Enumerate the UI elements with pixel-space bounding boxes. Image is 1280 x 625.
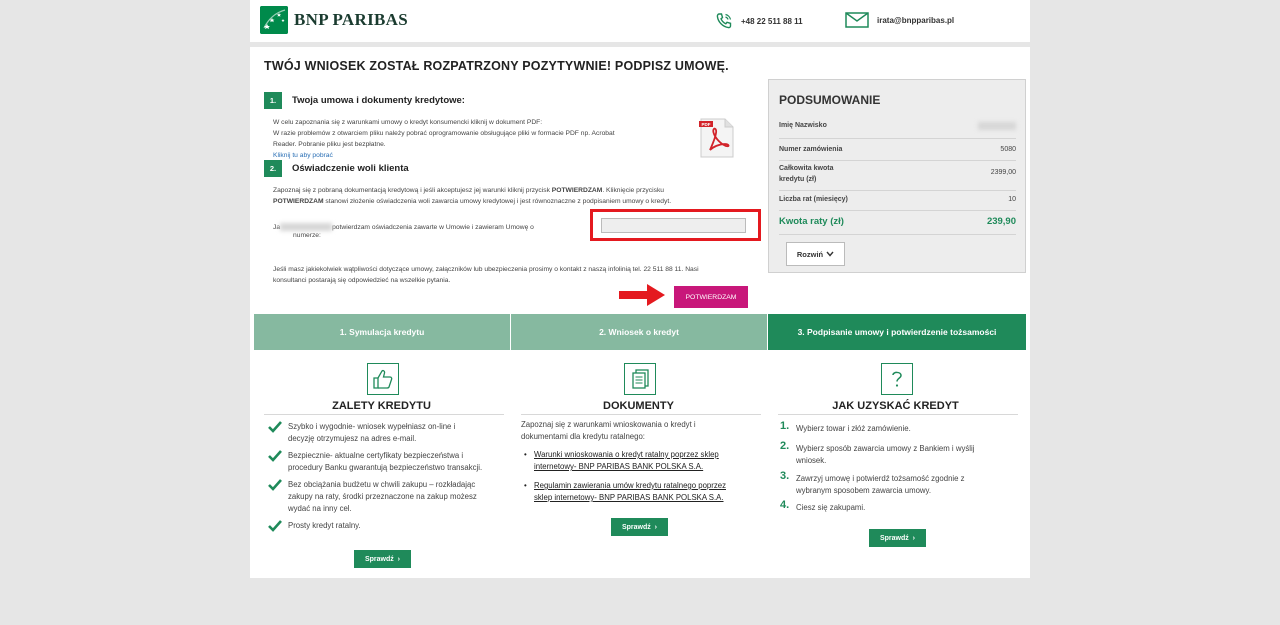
section1-line2: W razie problemów z otwarciem pliku należy pobrać oprogramowanie obsługujące pliki w formacie PDF np. Acrobat: [273, 130, 615, 137]
check-documents-button[interactable]: Sprawdź ›: [611, 518, 668, 536]
section1-line1: W celu zapoznania się z warunkami umowy o kredyt konsumencki kliknij w dokument PDF:: [273, 119, 543, 126]
signature-highlight-frame: [590, 209, 761, 241]
how-to-step: 1. Wybierz towar i złóż zamówienie.: [780, 420, 911, 433]
summary-row-installment-amount: Kwota raty (zł) 239,90: [779, 211, 1016, 235]
red-arrow-icon: [619, 284, 667, 306]
page-title: TWÓJ WNIOSEK ZOSTAŁ ROZPATRZONY POZYTYWNIE! PODPISZ UMOWĘ.: [264, 59, 729, 73]
section1-title: Twoja umowa i dokumenty kredytowe:: [292, 95, 465, 106]
how-to-title: JAK UZYSKAĆ KREDYT: [832, 400, 959, 412]
envelope-icon: [845, 12, 869, 28]
download-link[interactable]: Kliknij tu aby pobrać: [273, 152, 333, 159]
documents-title: DOKUMENTY: [603, 400, 674, 412]
documents-icon: [624, 363, 656, 395]
summary-row-amount: Całkowita kwota kredytu (zł) 2399,00: [779, 161, 1016, 191]
agreement-number-field[interactable]: [601, 218, 746, 233]
how-to-step: 2. Wybierz sposób zawarcia umowy z Bankiem i wyślij wniosek.: [780, 440, 975, 465]
section1-text: [273, 117, 615, 161]
main-content: [250, 47, 1030, 578]
phone-contact[interactable]: [715, 12, 803, 30]
confirm-button[interactable]: POTWIERDZAM: [674, 286, 748, 308]
checkmark-icon: [268, 421, 282, 433]
step-signing: 3. Podpisanie umowy i potwierdzenie tożsamości: [768, 314, 1026, 350]
benefit-item: Bez obciążania budżetu w chwili zakupu – rozkładając zakupy na raty, środki przeznaczone na zakup możesz wydać na inny cel.: [268, 479, 477, 515]
thumbs-up-icon: [367, 363, 399, 395]
declaration-text: Ja potwierdzam oświadczenia zawarte w Umowie i zawieram Umowę o numerze:: [273, 224, 534, 239]
blurred-name: [280, 223, 332, 231]
documents-column: [511, 361, 766, 571]
step-simulation: 1. Symulacja kredytu: [254, 314, 511, 350]
section2-line2: POTWIERDZAM stanowi złożenie oświadczenia woli zawarcia umowy kredytowej i jest równoznaczne z podpisaniem umowy o kredyt.: [273, 198, 672, 205]
expand-label: Rozwiń: [796, 249, 824, 259]
divider: [264, 414, 504, 415]
document-link-conditions[interactable]: • Warunki wnioskowania o kredyt ratalny poprzez sklep internetowy- BNP PARIBAS BANK POLSKA S.A.: [524, 450, 719, 471]
summary-title: PODSUMOWANIE: [779, 93, 881, 107]
email-contact[interactable]: [845, 12, 954, 28]
summary-row-name: Imię Nazwisko: [779, 117, 1016, 139]
benefit-item: Szybko i wygodnie- wniosek wypełniasz on-line i decyzję otrzymujesz na adres e-mail.: [268, 421, 455, 445]
checkmark-icon: [268, 479, 282, 491]
question-mark-icon: [881, 363, 913, 395]
progress-steps: [254, 314, 1026, 350]
documents-intro: Zapoznaj się z warunkami wnioskowania o kredyt i dokumentami dla kredytu ratalnego:: [521, 420, 696, 441]
step-application: 2. Wniosek o kredyt: [511, 314, 768, 350]
email-address: irata@bnpparibas.pl: [877, 15, 955, 25]
how-to-column: [768, 361, 1023, 571]
benefits-column: [254, 361, 509, 571]
divider: [778, 414, 1018, 415]
section2-line1: Zapoznaj się z pobraną dokumentacją kredytową i jeśli akceptujesz jej warunki kliknij przycisk POTWIERDZAM. Kliknięcie przycisku: [273, 187, 665, 194]
benefit-item: Bezpiecznie- aktualne certyfikaty bezpieczeństwa i procedury Banku gwarantują bezpieczeństwo transakcji.: [268, 450, 482, 474]
bnp-logo[interactable]: [260, 6, 408, 34]
phone-number: +48 22 511 88 11: [741, 16, 803, 26]
bnp-stars-icon: [260, 6, 288, 34]
section2-text: [273, 185, 671, 207]
checkmark-icon: [268, 520, 282, 532]
phone-icon: [715, 12, 733, 30]
section1-line3: Reader. Pobranie pliku jest bezpłatne.: [273, 141, 386, 148]
chevron-down-icon: [826, 251, 834, 257]
summary-row-installments: Liczba rat (miesięcy) 10: [779, 191, 1016, 211]
divider: [521, 414, 761, 415]
how-to-step: 3. Zawrzyj umowę i potwierdź tożsamość zgodnie z wybranym sposobem zawarcia umowy.: [780, 470, 965, 495]
site-header: [250, 0, 1030, 42]
section2-title: Oświadczenie woli klienta: [292, 163, 409, 174]
document-link-regulations[interactable]: • Regulamin zawierania umów kredytu ratalnego poprzez sklep internetowy- BNP PARIBAS BANK POLSKA S.A.: [524, 481, 726, 502]
contact-info-text: Jeśli masz jakiekolwiek wątpliwości dotyczące umowy, załączników lub ubezpieczenia prosimy o kontakt z naszą infolinią tel. 22 511 88 11. Nasi konsultanci postarają się odpowiedzieć na wszelkie pytania.: [273, 266, 699, 284]
checkmark-icon: [268, 450, 282, 462]
how-to-step: 4. Ciesz się zakupami.: [780, 499, 866, 512]
benefits-title: ZALETY KREDYTU: [332, 400, 431, 412]
section1-number: 1.: [264, 92, 282, 109]
summary-panel: [768, 79, 1026, 273]
check-benefits-button[interactable]: Sprawdź ›: [354, 550, 411, 568]
check-how-to-button[interactable]: Sprawdź ›: [869, 529, 926, 547]
benefit-item: Prosty kredyt ratalny.: [268, 520, 361, 532]
summary-row-order: Numer zamówienia 5080: [779, 139, 1016, 161]
expand-button[interactable]: [786, 242, 845, 266]
brand-name: BNP PARIBAS: [294, 10, 408, 29]
svg-text:PDF: PDF: [701, 122, 711, 127]
section2-number: 2.: [264, 160, 282, 177]
pdf-document-icon[interactable]: [697, 117, 735, 159]
